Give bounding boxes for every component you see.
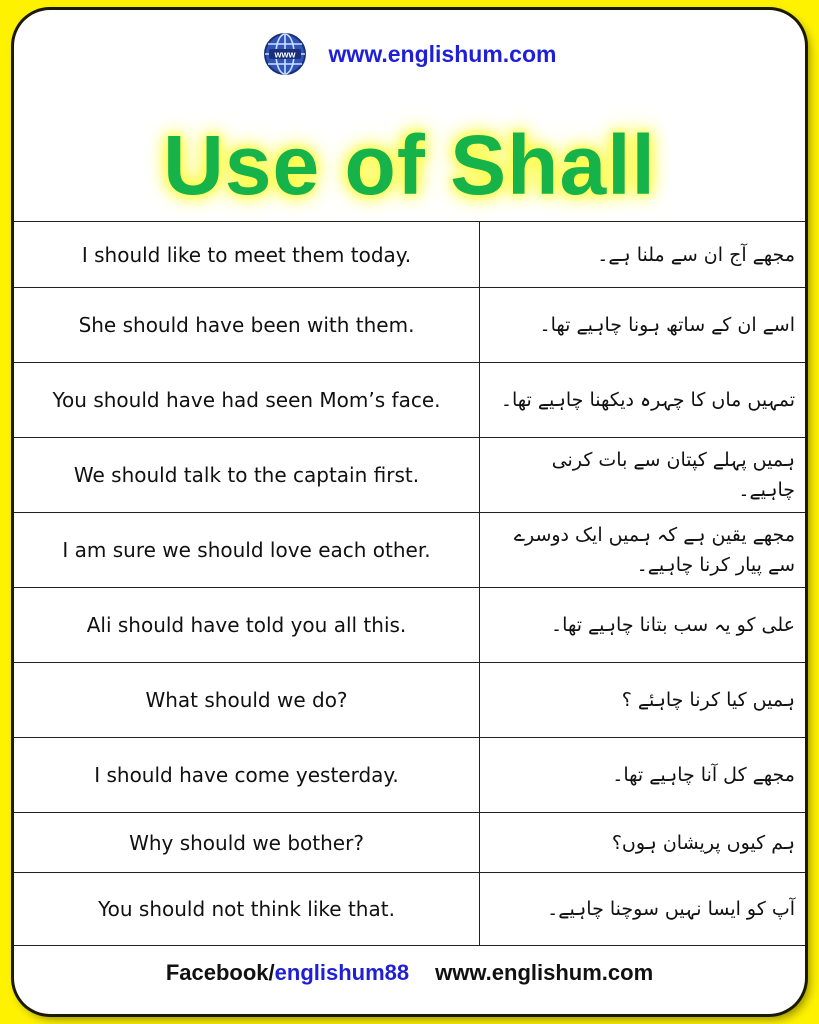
site-header bbox=[14, 32, 805, 76]
english-sentence: We should talk to the captain first. bbox=[14, 438, 480, 513]
table-row bbox=[14, 873, 805, 946]
page-title: Use of Shall bbox=[163, 118, 656, 212]
urdu-translation: آپ کو ایسا نہیں سوچنا چاہیے۔ bbox=[480, 873, 806, 946]
facebook-label: Facebook/ bbox=[165, 960, 275, 985]
urdu-translation: اسے ان کے ساتھ ہونا چاہیے تھا۔ bbox=[480, 288, 806, 363]
english-sentence: I should have come yesterday. bbox=[14, 738, 480, 813]
urdu-translation: مجھے کل آنا چاہیے تھا۔ bbox=[480, 738, 806, 813]
table-row bbox=[14, 363, 805, 438]
english-sentence: Ali should have told you all this. bbox=[14, 588, 480, 663]
urdu-translation: ہمیں پہلے کپتان سے بات کرنی چاہیے۔ bbox=[480, 438, 806, 513]
site-url[interactable]: www.englishum.com bbox=[328, 40, 557, 67]
table-row bbox=[14, 738, 805, 813]
svg-text:www: www bbox=[274, 49, 296, 60]
table-row bbox=[14, 288, 805, 363]
urdu-translation: تمہیں ماں کا چہرہ دیکھنا چاہیے تھا۔ bbox=[480, 363, 806, 438]
english-sentence: She should have been with them. bbox=[14, 288, 480, 363]
footer bbox=[14, 960, 805, 990]
urdu-translation: علی کو یہ سب بتانا چاہیے تھا۔ bbox=[480, 588, 806, 663]
phrase-table bbox=[14, 221, 805, 946]
table-row bbox=[14, 813, 805, 873]
footer-site-url[interactable]: www.englishum.com bbox=[435, 960, 654, 985]
table-row bbox=[14, 513, 805, 588]
facebook-handle-link[interactable]: englishum88 bbox=[274, 960, 410, 985]
english-sentence: I am sure we should love each other. bbox=[14, 513, 480, 588]
urdu-translation: ہم کیوں پریشان ہوں؟ bbox=[480, 813, 806, 873]
english-sentence: I should like to meet them today. bbox=[14, 222, 480, 288]
globe-www-icon bbox=[263, 32, 307, 76]
content-card bbox=[14, 10, 805, 1014]
english-sentence: You should not think like that. bbox=[14, 873, 480, 946]
english-sentence: What should we do? bbox=[14, 663, 480, 738]
table-row bbox=[14, 222, 805, 288]
table-row bbox=[14, 663, 805, 738]
english-sentence: Why should we bother? bbox=[14, 813, 480, 873]
table-row bbox=[14, 588, 805, 663]
urdu-translation: ہمیں کیا کرنا چاہئے ؟ bbox=[480, 663, 806, 738]
table-row bbox=[14, 438, 805, 513]
urdu-translation: مجھے یقین ہے کہ ہمیں ایک دوسرے سے پیار کرنا چاہیے۔ bbox=[480, 513, 806, 588]
english-sentence: You should have had seen Mom’s face. bbox=[14, 363, 480, 438]
urdu-translation: مجھے آج ان سے ملنا ہے۔ bbox=[480, 222, 806, 288]
